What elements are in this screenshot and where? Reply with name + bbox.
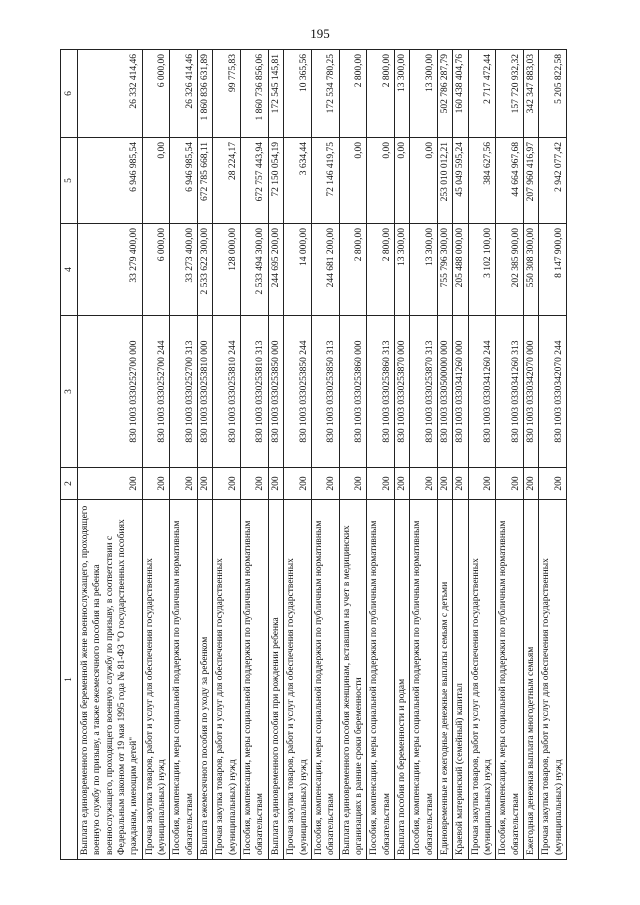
table-row	[410, 50, 438, 860]
row-approved-amount: 6 000,00	[142, 224, 170, 316]
row-description: Пособия, компенсации, меры социальной поддержки по публичным нормативным обязательствам	[170, 500, 198, 860]
row-approved-amount: 550 308 300,00	[524, 224, 539, 316]
table-row	[142, 50, 170, 860]
row-description: Выплата пособия по беременности и родам	[394, 500, 409, 860]
row-line-code: 200	[311, 468, 339, 500]
row-executed-amount: 72 150 054,19	[268, 138, 283, 224]
row-budget-code: 830 1003 0330252700 000	[78, 316, 143, 468]
table-row	[367, 50, 395, 860]
row-budget-code: 830 1003 0330253850 313	[311, 316, 339, 468]
column-header: 2	[61, 468, 78, 500]
row-line-code: 200	[524, 468, 539, 500]
row-approved-amount: 3 102 100,00	[468, 224, 496, 316]
column-header: 5	[61, 138, 78, 224]
row-line-code: 200	[453, 468, 468, 500]
table-row	[284, 50, 312, 860]
row-line-code: 200	[198, 468, 213, 500]
row-approved-amount: 202 385 900,00	[496, 224, 524, 316]
row-approved-amount: 33 273 400,00	[170, 224, 198, 316]
column-header: 1	[61, 500, 78, 860]
row-description: Прочая закупка товаров, работ и услуг для обеспечения государственных (муниципальных) нужд	[468, 500, 496, 860]
row-line-code: 200	[367, 468, 395, 500]
row-description: Прочая закупка товаров, работ и услуг для обеспечения государственных (муниципальных) нужд	[142, 500, 170, 860]
table-row	[539, 50, 567, 860]
table-row	[339, 50, 367, 860]
column-header: 6	[61, 50, 78, 138]
rotated-budget-table	[60, 50, 640, 860]
row-unexecuted-amount: 160 438 404,76	[453, 50, 468, 138]
row-executed-amount: 28 224,17	[213, 138, 241, 224]
row-unexecuted-amount: 157 720 932,32	[496, 50, 524, 138]
row-unexecuted-amount: 6 000,00	[142, 50, 170, 138]
row-description: Прочая закупка товаров, работ и услуг для обеспечения государственных (муниципальных) нужд	[213, 500, 241, 860]
row-executed-amount: 72 146 419,75	[311, 138, 339, 224]
row-executed-amount: 384 627,56	[468, 138, 496, 224]
row-approved-amount: 755 796 300,00	[437, 224, 452, 316]
row-budget-code: 830 1003 0330253850 244	[284, 316, 312, 468]
row-unexecuted-amount: 2 800,00	[339, 50, 367, 138]
row-budget-code: 830 1003 0330500000 000	[437, 316, 452, 468]
row-approved-amount: 205 488 000,00	[453, 224, 468, 316]
row-unexecuted-amount: 172 534 780,25	[311, 50, 339, 138]
column-number-row	[61, 50, 78, 860]
row-line-code: 200	[437, 468, 452, 500]
row-unexecuted-amount: 13 300,00	[394, 50, 409, 138]
row-budget-code: 830 1003 0330341260 313	[496, 316, 524, 468]
budget-table	[60, 49, 567, 860]
table-row	[268, 50, 283, 860]
row-approved-amount: 13 300,00	[394, 224, 409, 316]
row-approved-amount: 2 533 622 300,00	[198, 224, 213, 316]
row-description: Прочая закупка товаров, работ и услуг для обеспечения государственных (муниципальных) нужд	[539, 500, 567, 860]
table-row	[437, 50, 452, 860]
row-budget-code: 830 1003 0330252700 313	[170, 316, 198, 468]
row-unexecuted-amount: 172 545 145,81	[268, 50, 283, 138]
row-line-code: 200	[468, 468, 496, 500]
row-budget-code: 830 1003 0330342070 000	[524, 316, 539, 468]
row-unexecuted-amount: 2 717 472,44	[468, 50, 496, 138]
row-unexecuted-amount: 99 775,83	[213, 50, 241, 138]
row-executed-amount: 6 946 985,54	[170, 138, 198, 224]
row-budget-code: 830 1003 0330341260 000	[453, 316, 468, 468]
page-number: 195	[310, 26, 330, 41]
table-row	[241, 50, 269, 860]
row-description: Прочая закупка товаров, работ и услуг для обеспечения государственных (муниципальных) нужд	[284, 500, 312, 860]
row-description: Выплата единовременного пособия при рождении ребенка	[268, 500, 283, 860]
row-executed-amount: 253 010 012,21	[437, 138, 452, 224]
column-header: 4	[61, 224, 78, 316]
row-executed-amount: 0,00	[394, 138, 409, 224]
row-unexecuted-amount: 2 800,00	[367, 50, 395, 138]
row-executed-amount: 672 757 443,94	[241, 138, 269, 224]
table-row	[524, 50, 539, 860]
row-line-code: 200	[496, 468, 524, 500]
row-unexecuted-amount: 1 860 736 856,06	[241, 50, 269, 138]
row-executed-amount: 207 960 416,97	[524, 138, 539, 224]
row-approved-amount: 2 800,00	[367, 224, 395, 316]
row-description: Пособия, компенсации, меры социальной поддержки по публичным нормативным обязательствам	[410, 500, 438, 860]
row-budget-code: 830 1003 0330342070 244	[539, 316, 567, 468]
row-executed-amount: 0,00	[142, 138, 170, 224]
row-line-code: 200	[142, 468, 170, 500]
row-executed-amount: 3 634,44	[284, 138, 312, 224]
row-line-code: 200	[241, 468, 269, 500]
row-executed-amount: 0,00	[410, 138, 438, 224]
row-approved-amount: 2 800,00	[339, 224, 367, 316]
row-executed-amount: 44 664 967,68	[496, 138, 524, 224]
row-line-code: 200	[170, 468, 198, 500]
row-line-code: 200	[78, 468, 143, 500]
row-description: Пособия, компенсации, меры социальной поддержки по публичным нормативным обязательствам	[241, 500, 269, 860]
row-description: Пособия, компенсации, меры социальной поддержки по публичным нормативным обязательствам	[496, 500, 524, 860]
row-approved-amount: 128 000,00	[213, 224, 241, 316]
row-description: Ежегодная денежная выплата многодетным семьям	[524, 500, 539, 860]
row-description: Краевой материнский (семейный) капитал	[453, 500, 468, 860]
row-unexecuted-amount: 1 860 836 631,89	[198, 50, 213, 138]
row-unexecuted-amount: 26 332 414,46	[78, 50, 143, 138]
row-budget-code: 830 1003 0330253810 313	[241, 316, 269, 468]
row-approved-amount: 2 533 494 300,00	[241, 224, 269, 316]
column-header: 3	[61, 316, 78, 468]
row-unexecuted-amount: 10 365,56	[284, 50, 312, 138]
row-unexecuted-amount: 13 300,00	[410, 50, 438, 138]
row-line-code: 200	[539, 468, 567, 500]
row-approved-amount: 244 681 200,00	[311, 224, 339, 316]
row-unexecuted-amount: 502 786 287,79	[437, 50, 452, 138]
row-line-code: 200	[339, 468, 367, 500]
table-row	[394, 50, 409, 860]
row-line-code: 200	[213, 468, 241, 500]
row-budget-code: 830 1003 0330253870 000	[394, 316, 409, 468]
row-description: Пособия, компенсации, меры социальной поддержки по публичным нормативным обязательствам	[311, 500, 339, 860]
row-budget-code: 830 1003 0330253870 313	[410, 316, 438, 468]
row-budget-code: 830 1003 0330253810 244	[213, 316, 241, 468]
row-executed-amount: 2 942 077,42	[539, 138, 567, 224]
row-executed-amount: 672 785 668,11	[198, 138, 213, 224]
row-budget-code: 830 1003 0330253810 000	[198, 316, 213, 468]
row-approved-amount: 8 147 900,00	[539, 224, 567, 316]
table-row	[170, 50, 198, 860]
row-description: Выплата ежемесячного пособия по уходу за ребенком	[198, 500, 213, 860]
row-executed-amount: 0,00	[367, 138, 395, 224]
table-row	[311, 50, 339, 860]
row-budget-code: 830 1003 0330341260 244	[468, 316, 496, 468]
row-approved-amount: 33 279 400,00	[78, 224, 143, 316]
row-unexecuted-amount: 26 326 414,46	[170, 50, 198, 138]
row-executed-amount: 6 946 985,54	[78, 138, 143, 224]
row-line-code: 200	[284, 468, 312, 500]
row-description: Единовременные и ежегодные денежные выплаты семьям с детьми	[437, 500, 452, 860]
row-description: Пособия, компенсации, меры социальной поддержки по публичным нормативным обязательствам	[367, 500, 395, 860]
row-budget-code: 830 1003 0330253860 313	[367, 316, 395, 468]
row-budget-code: 830 1003 0330252700 244	[142, 316, 170, 468]
row-description: Выплата единовременного пособия беременной жене военнослужащего, проходящего военную службу по призыву, а также ежемесячного пособия на ребенка военнослужащего, проходящего военную службу по призыву, в соответствии с Федеральным законом от 19 мая 1995 года № 81-ФЗ "О государственных пособиях гражданам, имеющим детей"	[78, 500, 143, 860]
row-executed-amount: 45 049 595,24	[453, 138, 468, 224]
row-line-code: 200	[394, 468, 409, 500]
table-body	[78, 50, 567, 860]
table-row	[453, 50, 468, 860]
row-approved-amount: 244 695 200,00	[268, 224, 283, 316]
table-row	[468, 50, 496, 860]
table-row	[496, 50, 524, 860]
table-row	[198, 50, 213, 860]
table-row	[78, 50, 143, 860]
row-budget-code: 830 1003 0330253850 000	[268, 316, 283, 468]
row-line-code: 200	[268, 468, 283, 500]
row-unexecuted-amount: 342 347 883,03	[524, 50, 539, 138]
row-executed-amount: 0,00	[339, 138, 367, 224]
row-unexecuted-amount: 5 205 822,58	[539, 50, 567, 138]
table-row	[213, 50, 241, 860]
row-line-code: 200	[410, 468, 438, 500]
row-approved-amount: 14 000,00	[284, 224, 312, 316]
row-description: Выплата единовременного пособия женщинам, вставшим на учет в медицинских организациях в ранние сроки беременности	[339, 500, 367, 860]
row-budget-code: 830 1003 0330253860 000	[339, 316, 367, 468]
row-approved-amount: 13 300,00	[410, 224, 438, 316]
